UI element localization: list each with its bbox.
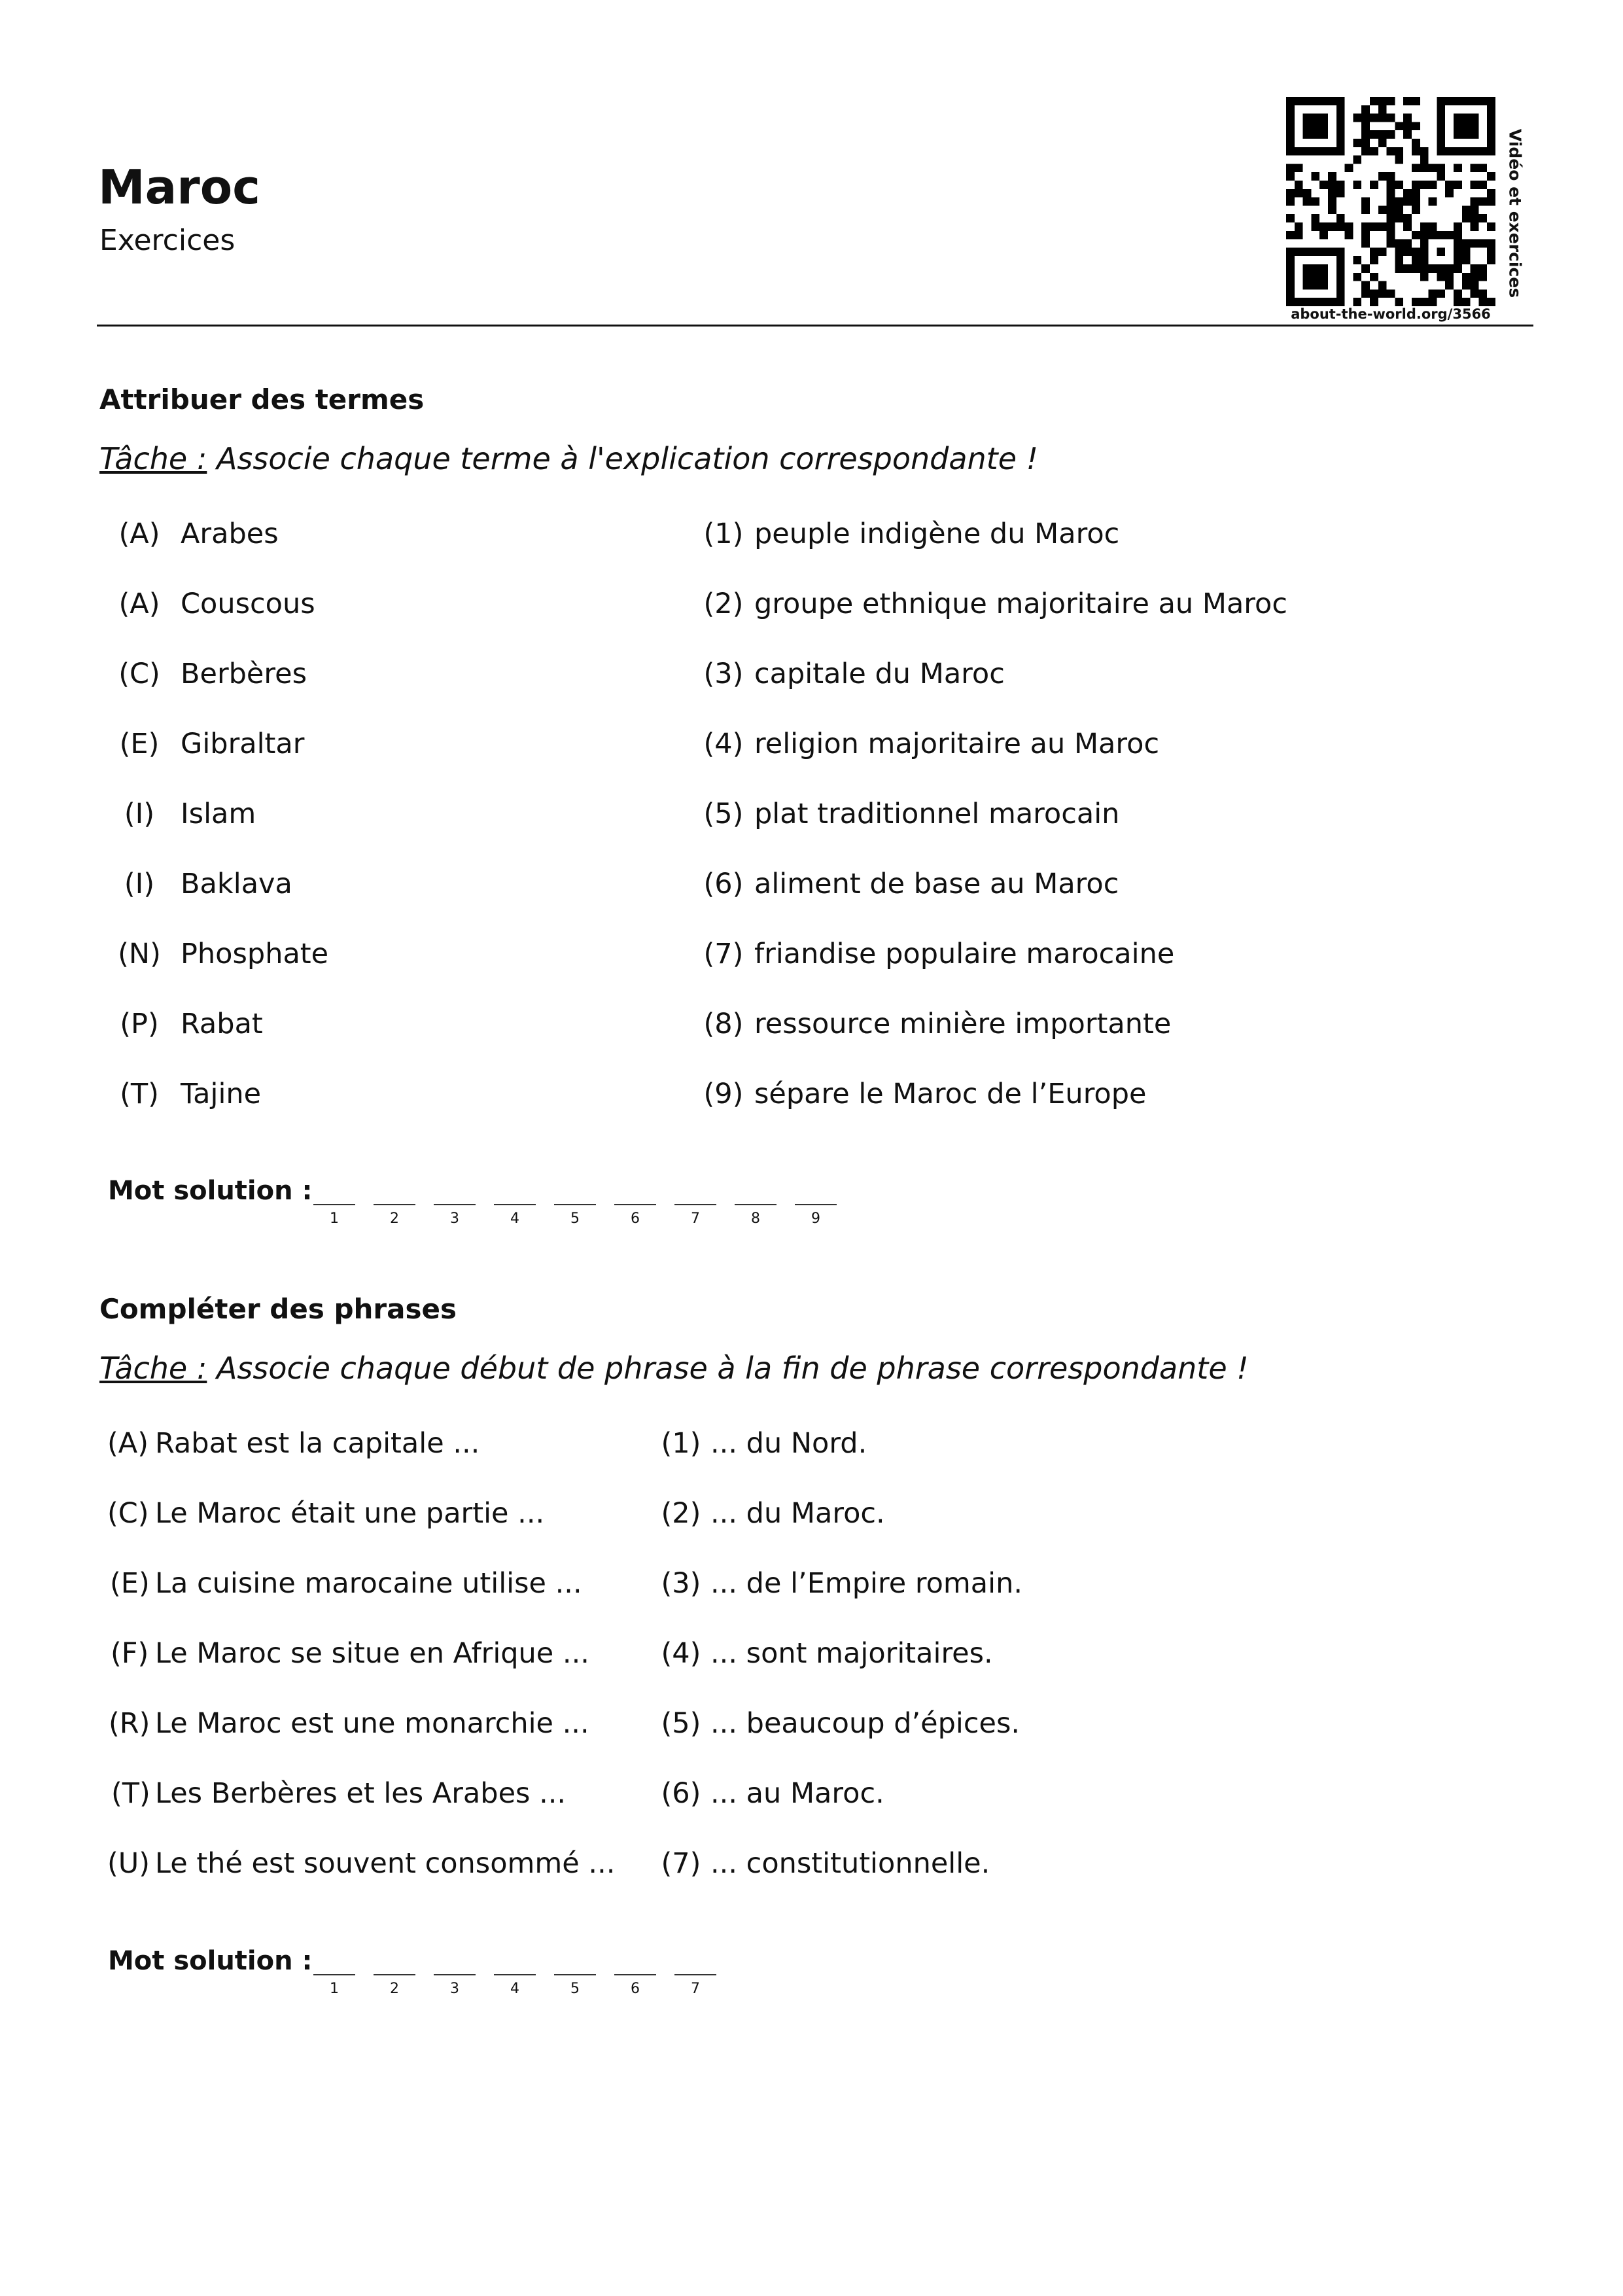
sentence-letter: (E)	[110, 1567, 150, 1600]
term-letter: (A)	[118, 518, 160, 550]
solution-index: 4	[510, 1210, 519, 1227]
term-letter: (P)	[120, 1008, 159, 1040]
solution-blank[interactable]	[674, 1204, 716, 1205]
term-letter: (A)	[118, 588, 160, 620]
explanation-number: (2)	[703, 588, 744, 620]
solution-blank[interactable]	[434, 1974, 476, 1975]
solution-index: 6	[631, 1210, 640, 1227]
solution-blank[interactable]	[313, 1974, 355, 1975]
solution-blank[interactable]	[795, 1204, 837, 1205]
term-letter: (N)	[118, 938, 161, 970]
sentence-beginning: Le thé est souvent consommé ...	[155, 1847, 616, 1880]
term-label: Baklava	[181, 868, 292, 900]
term-letter: (C)	[118, 658, 160, 690]
solution-blank[interactable]	[614, 1204, 656, 1205]
explanation-number: (8)	[703, 1008, 744, 1040]
sentence-beginning: Le Maroc se situe en Afrique ...	[155, 1637, 589, 1670]
qr-caption: about-the-world.org/3566	[1291, 306, 1491, 322]
sentence-letter: (A)	[107, 1427, 148, 1460]
solution-blank[interactable]	[374, 1204, 415, 1205]
solution-blank[interactable]	[494, 1974, 536, 1975]
qr-side-label-wrap	[1502, 124, 1528, 302]
sentence-beginning: La cuisine marocaine utilise ...	[155, 1567, 582, 1600]
sentence-beginning: Rabat est la capitale ...	[155, 1427, 480, 1460]
sentence-beginning: Les Berbères et les Arabes ...	[155, 1777, 567, 1810]
section2-task-text: Associe chaque début de phrase à la fin de phrase correspondante !	[207, 1351, 1249, 1386]
solution-index: 3	[450, 1981, 459, 1997]
sentence-letter: (F)	[111, 1637, 149, 1670]
explanation-text: groupe ethnique majoritaire au Maroc	[754, 588, 1287, 620]
term-letter: (E)	[119, 728, 160, 760]
ending-number: (7)	[661, 1847, 701, 1880]
solution-blank[interactable]	[674, 1974, 716, 1975]
section1-task	[99, 441, 1039, 476]
ending-number: (2)	[661, 1497, 701, 1530]
ending-number: (6)	[661, 1777, 701, 1810]
solution-blank[interactable]	[735, 1204, 777, 1205]
term-label: Gibraltar	[181, 728, 305, 760]
explanation-text: capitale du Maroc	[754, 658, 1005, 690]
explanation-number: (5)	[703, 798, 744, 830]
term-label: Phosphate	[181, 938, 329, 970]
ending-number: (5)	[661, 1707, 701, 1740]
qr-side-label: Vidéo et exercices	[1505, 128, 1525, 298]
qr-code-icon	[1286, 97, 1495, 306]
solution-blank[interactable]	[434, 1204, 476, 1205]
sentence-ending: ... sont majoritaires.	[710, 1637, 993, 1670]
solution-index: 2	[390, 1981, 399, 1997]
section2-task-label: Tâche :	[99, 1351, 207, 1386]
explanation-text: religion majoritaire au Maroc	[754, 728, 1160, 760]
explanation-text: ressource minière importante	[754, 1008, 1172, 1040]
solution-index: 5	[570, 1981, 580, 1997]
explanation-text: peuple indigène du Maroc	[754, 518, 1120, 550]
ending-number: (4)	[661, 1637, 701, 1670]
term-label: Berbères	[181, 658, 307, 690]
solution-index: 1	[330, 1210, 339, 1227]
sentence-letter: (C)	[107, 1497, 149, 1530]
solution-index: 6	[631, 1981, 640, 1997]
sentence-ending: ... beaucoup d’épices.	[710, 1707, 1021, 1740]
sentence-letter: (R)	[109, 1707, 150, 1740]
explanation-text: sépare le Maroc de l’Europe	[754, 1078, 1147, 1110]
ending-number: (1)	[661, 1427, 701, 1460]
section1-solution-label: Mot solution :	[108, 1176, 313, 1206]
explanation-number: (1)	[703, 518, 744, 550]
page-subtitle: Exercices	[99, 224, 236, 257]
solution-blank[interactable]	[614, 1974, 656, 1975]
explanation-text: aliment de base au Maroc	[754, 868, 1119, 900]
explanation-text: friandise populaire marocaine	[754, 938, 1175, 970]
sentence-ending: ... du Nord.	[710, 1427, 867, 1460]
solution-index: 7	[691, 1210, 700, 1227]
section2-task	[99, 1351, 1249, 1386]
term-label: Couscous	[181, 588, 315, 620]
sentence-ending: ... constitutionnelle.	[710, 1847, 990, 1880]
term-letter: (I)	[124, 868, 155, 900]
explanation-number: (4)	[703, 728, 744, 760]
solution-index: 7	[691, 1981, 700, 1997]
solution-blank[interactable]	[554, 1204, 596, 1205]
solution-index: 1	[330, 1981, 339, 1997]
sentence-ending: ... de l’Empire romain.	[710, 1567, 1023, 1600]
sentence-letter: (U)	[107, 1847, 150, 1880]
term-label: Islam	[181, 798, 256, 830]
solution-blank[interactable]	[374, 1974, 415, 1975]
solution-index: 2	[390, 1210, 399, 1227]
ending-number: (3)	[661, 1567, 701, 1600]
section2-title: Compléter des phrases	[99, 1293, 457, 1325]
explanation-number: (9)	[703, 1078, 744, 1110]
explanation-text: plat traditionnel marocain	[754, 798, 1120, 830]
solution-index: 3	[450, 1210, 459, 1227]
sentence-beginning: Le Maroc est une monarchie ...	[155, 1707, 589, 1740]
solution-index: 4	[510, 1981, 519, 1997]
solution-index: 9	[811, 1210, 820, 1227]
section1-task-label: Tâche :	[99, 441, 207, 476]
section2-solution-label: Mot solution :	[108, 1946, 313, 1976]
term-label: Tajine	[181, 1078, 262, 1110]
term-letter: (T)	[120, 1078, 159, 1110]
explanation-number: (3)	[703, 658, 744, 690]
section1-title: Attribuer des termes	[99, 383, 425, 415]
sentence-ending: ... au Maroc.	[710, 1777, 884, 1810]
header-divider	[97, 325, 1533, 327]
solution-index: 8	[751, 1210, 760, 1227]
sentence-letter: (T)	[111, 1777, 150, 1810]
page-title: Maroc	[98, 160, 260, 215]
explanation-number: (7)	[703, 938, 744, 970]
solution-index: 5	[570, 1210, 580, 1227]
explanation-number: (6)	[703, 868, 744, 900]
term-letter: (I)	[124, 798, 155, 830]
solution-blank[interactable]	[313, 1204, 355, 1205]
solution-blank[interactable]	[554, 1974, 596, 1975]
sentence-ending: ... du Maroc.	[710, 1497, 885, 1530]
solution-blank[interactable]	[494, 1204, 536, 1205]
section1-task-text: Associe chaque terme à l'explication correspondante !	[207, 441, 1039, 476]
sentence-beginning: Le Maroc était une partie ...	[155, 1497, 545, 1530]
term-label: Arabes	[181, 518, 279, 550]
term-label: Rabat	[181, 1008, 263, 1040]
